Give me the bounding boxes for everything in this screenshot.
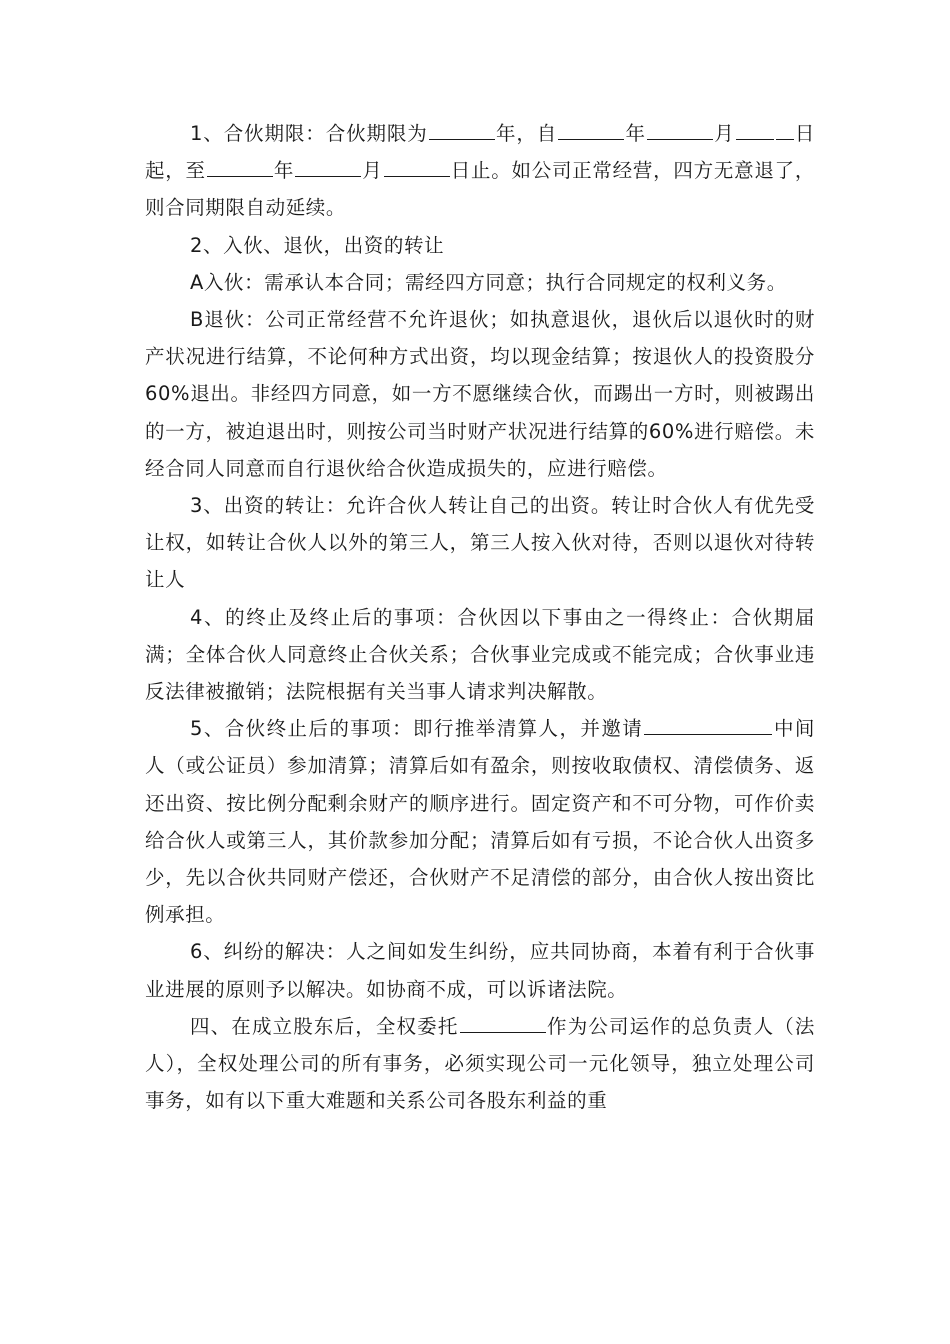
paragraph-heading-transfer: 2、入伙、退伙，出资的转让 bbox=[190, 233, 445, 257]
blank-end-year[interactable] bbox=[207, 156, 273, 177]
text-segment: 日止。如公司正常经营，四方无意退了，则合同期限自动延续。 bbox=[145, 159, 815, 220]
blank-years[interactable] bbox=[429, 119, 495, 140]
blank-start-year[interactable] bbox=[558, 119, 624, 140]
text-segment: 作为公司运作的总负责人（法人），全权处理公司的所有事务，必须实现公司一元化领导，独立处理公司事务，如有以下重大难题和关系公司各股东利益的重 bbox=[145, 1014, 815, 1113]
paragraph-partnership-term bbox=[145, 115, 815, 227]
blank-end-month[interactable] bbox=[295, 156, 361, 177]
blank-end-day[interactable] bbox=[384, 156, 450, 177]
text-segment: 月 bbox=[713, 122, 735, 145]
text-segment: 日起，至 bbox=[145, 122, 815, 183]
paragraph-termination: 4、的终止及终止后的事项：合伙因以下事由之一得终止：合伙期届满；全体合伙人同意终止合伙关系；合伙事业完成或不能完成；合伙事业违反法律被撤销；法院根据有关当事人请求判决解散。 bbox=[145, 605, 815, 704]
paragraph-dispute: 6、纠纷的解决：人之间如发生纠纷，应共同协商，本着有利于合伙事业进展的原则予以解决。如协商不成，可以诉诸法院。 bbox=[145, 940, 815, 1001]
paragraph-joining: A入伙：需承认本合同；需经四方同意；执行合同规定的权利义务。 bbox=[190, 270, 787, 294]
text-segment: 1、合伙期限：合伙期限为 bbox=[190, 122, 428, 145]
paragraph-withdrawal: B退伙：公司正常经营不允许退伙；如执意退伙，退伙后以退伙时的财产状况进行结算，不论何种方式出资，均以现金结算；按退伙人的投资股分60%退出。非经四方同意，如一方不愿继续合伙，而踢出一方时，则被踢出的一方，被迫退出时，则按公司当时财产状况进行结算的60%进行赔偿。未经合同人同意而自行退伙给合伙造成损失的，应进行赔偿。 bbox=[145, 308, 815, 480]
text-segment: 5、合伙终止后的事项：即行推举清算人，并邀请 bbox=[190, 717, 644, 741]
text-segment: 月 bbox=[362, 159, 383, 183]
blank-start-month[interactable] bbox=[647, 119, 713, 140]
paragraph-after-termination bbox=[145, 710, 815, 933]
blank-intermediary[interactable] bbox=[644, 714, 772, 735]
paragraph-capital-transfer: 3、出资的转让：允许合伙人转让自己的出资。转让时合伙人有优先受让权，如转让合伙人以外的第三人，第三人按入伙对待，否则以退伙对待转让人 bbox=[145, 494, 815, 592]
text-segment: 中间人（或公证员）参加清算；清算后如有盈余，则按收取债权、清偿债务、返还出资、按比例分配剩余财产的顺序进行。固定资产和不可分物，可作价卖给合伙人或第三人，其价款参加分配；清算后如有亏损，不论合伙人出资多少，先以合伙共同财产偿还，合伙财产不足清偿的部分，由合伙人按出资比例承担。 bbox=[145, 717, 815, 927]
text-segment: 年 bbox=[625, 122, 646, 145]
blank-start-day[interactable] bbox=[736, 119, 774, 140]
paragraph-authorization bbox=[145, 1008, 815, 1120]
blank-start-day-cont[interactable] bbox=[776, 119, 794, 140]
text-segment: 年，自 bbox=[495, 122, 558, 145]
document-body bbox=[145, 115, 815, 1119]
text-segment: 四、在成立股东后，全权委托 bbox=[190, 1014, 459, 1038]
blank-delegate[interactable] bbox=[460, 1012, 546, 1033]
text-segment: 年 bbox=[273, 159, 295, 183]
